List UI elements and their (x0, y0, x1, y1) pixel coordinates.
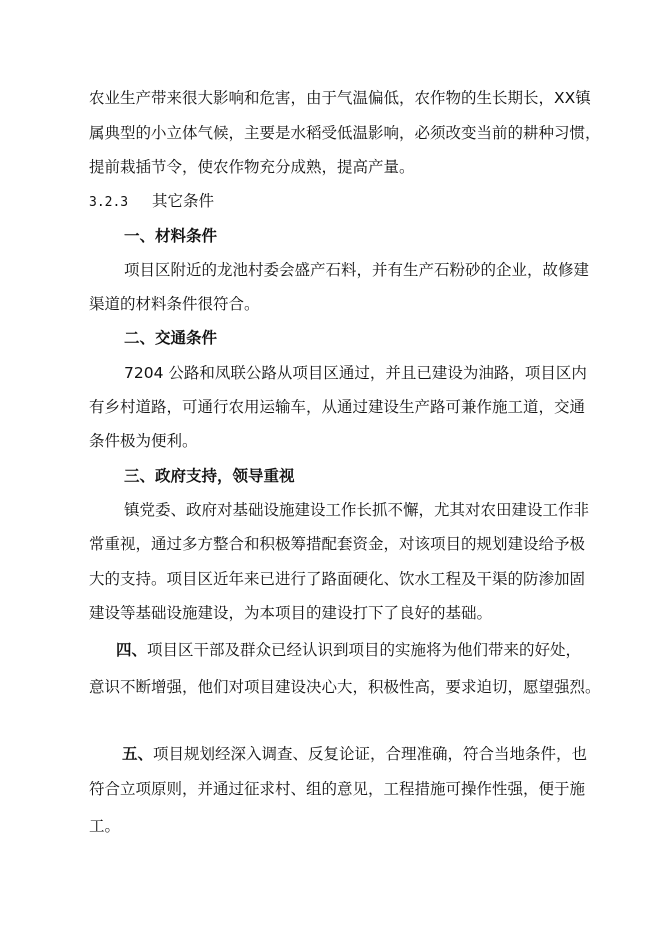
cadres-line-2: 意识不断增强，他们对项目建设决心大，积极性高，要求迫切，愿望强烈。 (89, 678, 601, 696)
transport-line-2: 有乡村道路，可通行农用运输车，从通过建设生产路可兼作施工道，交通 (89, 398, 586, 416)
cadres-label: 四、 (116, 641, 148, 659)
intro-line-1: 农业生产带来很大影响和危害，由于气温偏低，农作物的生长期长，XX镇 (89, 89, 591, 107)
government-line-4: 建设等基础设施建设，为本项目的建设打下了良好的基础。 (89, 604, 493, 622)
section-title: 其它条件 (152, 192, 215, 210)
government-line-1: 镇党委、政府对基础设施建设工作长抓不懈，尤其对农田建设工作非 (124, 501, 590, 519)
section-heading (89, 190, 214, 214)
intro-line-2: 属典型的小立体气候，主要是水稻受低温影响，必须改变当前的耕种习惯， (89, 124, 601, 142)
planning-line-2: 符合立项原则，并通过征求村、组的意见，工程措施可操作性强，便于施 (89, 780, 586, 798)
section-number: 3.2.3 (89, 195, 129, 210)
materials-heading: 一、材料条件 (124, 227, 218, 245)
cadres-line-1 (116, 639, 581, 661)
government-line-3: 大的支持。项目区近年来已进行了路面硬化、饮水工程及干渠的防渗加固 (89, 570, 586, 588)
government-heading: 三、政府支持，领导重视 (124, 467, 295, 485)
planning-line-3: 工。 (89, 817, 121, 835)
materials-line-1: 项目区附近的龙池村委会盛产石料，并有生产石粉砂的企业，故修建 (124, 261, 590, 279)
planning-label: 五、 (122, 745, 154, 763)
transport-line-3: 条件极为便利。 (89, 432, 198, 450)
materials-line-2: 渠道的材料条件很符合。 (89, 295, 260, 313)
planning-text: 项目规划经深入调查、反复论证，合理准确，符合当地条件，也 (153, 745, 588, 763)
transport-heading: 二、交通条件 (124, 329, 218, 347)
cadres-text: 项目区干部及群众已经认识到项目的实施将为他们带来的好处， (147, 641, 582, 659)
intro-line-3: 提前栽插节令，使农作物充分成熟，提高产量。 (89, 158, 415, 176)
transport-line-1: 7204 公路和凤联公路从项目区通过，并且已建设为油路，项目区内 (124, 364, 587, 382)
government-line-2: 常重视，通过多方整合和积极筹措配套资金，对该项目的规划建设给予极 (89, 535, 586, 553)
planning-line-1 (122, 743, 587, 765)
